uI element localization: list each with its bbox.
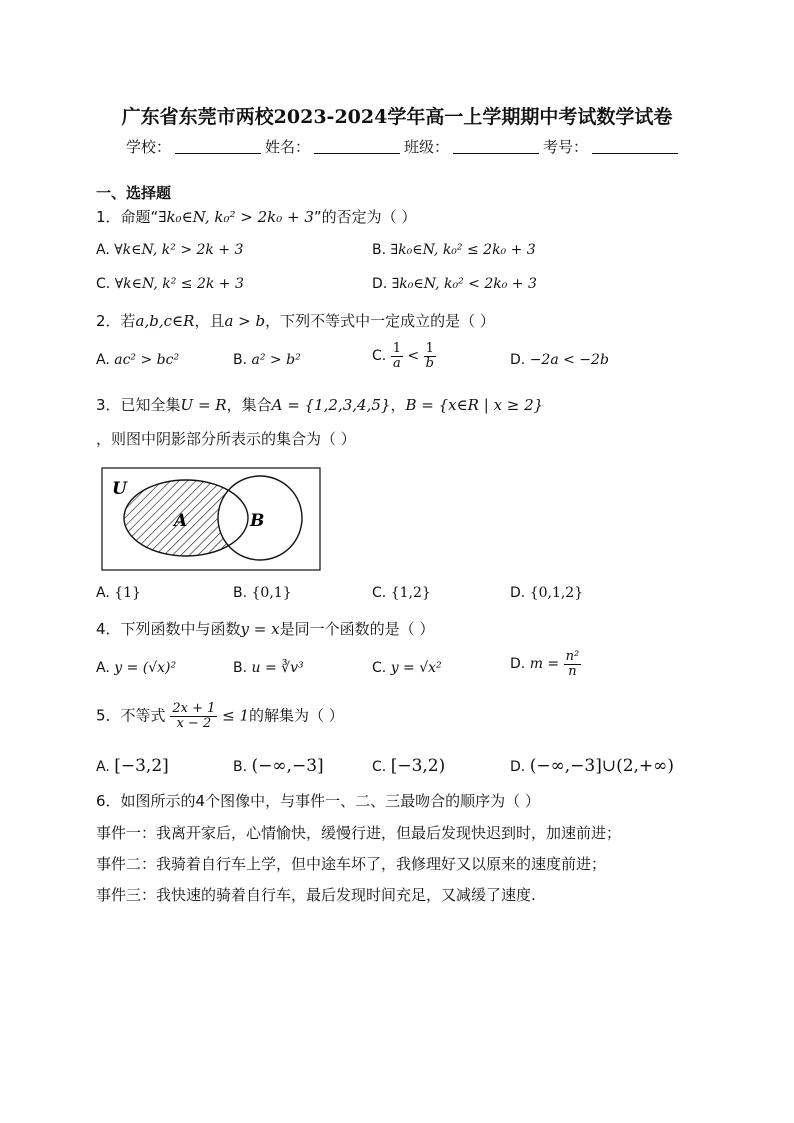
q4-option-b[interactable] xyxy=(233,660,304,676)
student-info-line xyxy=(126,136,682,157)
q5-option-b-label: B. xyxy=(233,759,248,775)
q4-suffix: 是同一个函数的是（ ） xyxy=(279,620,435,638)
q3-mid: ，集合 xyxy=(226,396,272,414)
q5-option-d-label: D. xyxy=(510,759,526,775)
q2-c-denominator-2: b xyxy=(425,355,434,371)
q3-option-c-label: C. xyxy=(372,585,387,601)
q3-option-a[interactable] xyxy=(96,585,141,601)
q1-option-d-text: ∃k₀∈N, k₀² < 2k₀ + 3 xyxy=(391,276,537,292)
venn-label-a: A xyxy=(174,511,188,531)
q3-set-a: A = {1,2,3,4,5} xyxy=(271,396,391,414)
q2-option-b-label: B. xyxy=(233,352,248,368)
question-3-stem xyxy=(96,394,543,415)
q3-option-b[interactable] xyxy=(233,585,292,601)
q2-option-b[interactable] xyxy=(233,352,301,368)
name-blank[interactable] xyxy=(314,138,400,154)
q5-option-a-label: A. xyxy=(96,759,110,775)
q4-option-a-label: A. xyxy=(96,660,110,676)
q2-option-c[interactable] xyxy=(372,342,436,370)
q2-condition: a > b xyxy=(224,312,266,330)
q4-option-b-label: B. xyxy=(233,660,248,676)
q2-mid: ，且 xyxy=(194,312,225,330)
q4-option-a-text: y = (√x)² xyxy=(114,660,177,676)
q5-option-c[interactable] xyxy=(372,756,445,776)
q3-option-d-text: {0,1,2} xyxy=(529,585,584,601)
q1-expression: ∃k₀∈N, k₀² > 2k₀ + 3 xyxy=(158,208,314,226)
q3-set-b: B = {x∈R | x ≥ 2} xyxy=(405,396,544,414)
venn-shaded-region xyxy=(100,466,324,576)
q4-option-c-label: C. xyxy=(372,660,387,676)
q2-c-denominator-1: a xyxy=(392,355,401,371)
venn-label-u: U xyxy=(112,479,127,499)
q5-relation: ≤ 1 xyxy=(222,706,250,725)
q5-option-c-label: C. xyxy=(372,759,387,775)
q3-option-c[interactable] xyxy=(372,585,431,601)
question-5-stem xyxy=(96,702,344,730)
q4-option-d-lhs: m = xyxy=(529,656,560,673)
q3-option-a-text: {1} xyxy=(114,585,141,601)
q1-option-a-text: ∀k∈N, k² > 2k + 3 xyxy=(114,242,244,258)
q2-prefix: 2．若 xyxy=(96,312,136,330)
question-6-stem: 6．如图所示的4个图像中，与事件一、二、三最吻合的顺序为（ ） xyxy=(96,792,540,810)
q2-c-numerator-2: 1 xyxy=(424,342,436,357)
q2-option-a-label: A. xyxy=(96,352,110,368)
question-3-stem-line2: ，则图中阴影部分所表示的集合为（ ） xyxy=(96,430,356,448)
q3-option-a-label: A. xyxy=(96,585,110,601)
q2-option-d[interactable] xyxy=(510,352,609,368)
q5-option-c-text: [−3,2) xyxy=(390,756,446,776)
q5-option-d[interactable] xyxy=(510,756,674,776)
number-label: 考号： xyxy=(543,138,589,156)
q5-option-b[interactable] xyxy=(233,756,324,776)
q4-option-c[interactable] xyxy=(372,660,442,676)
q5-numerator: 2x + 1 xyxy=(172,701,216,716)
q4-option-c-text: y = √x² xyxy=(390,660,442,676)
q2-vars: a,b,c∈R xyxy=(135,312,195,330)
q3-option-d[interactable] xyxy=(510,585,583,601)
q1-option-a[interactable] xyxy=(96,242,243,258)
q1-option-b[interactable] xyxy=(372,242,536,258)
q4-prefix: 4．下列函数中与函数 xyxy=(96,620,241,638)
q2-c-numerator-1: 1 xyxy=(392,341,401,356)
q3-option-d-label: D. xyxy=(510,585,526,601)
q1-option-c[interactable] xyxy=(96,276,244,292)
q2-option-a-text: ac² > bc² xyxy=(114,352,180,368)
q2-option-c-fraction-2 xyxy=(424,342,436,370)
q4-function: y = x xyxy=(240,620,280,638)
q3-separator: ， xyxy=(390,396,406,414)
q2-suffix: ，下列不等式中一定成立的是（ ） xyxy=(265,312,495,330)
question-4-stem xyxy=(96,618,434,639)
venn-label-b: B xyxy=(250,511,265,531)
q2-option-c-label: C. xyxy=(372,348,387,365)
q5-option-d-text: (−∞,−3]∪(2,+∞) xyxy=(529,756,674,776)
q6-event-1: 事件一：我离开家后，心情愉快，缓慢行进，但最后发现快迟到时，加速前进； xyxy=(96,824,622,842)
q5-prefix: 5．不等式 xyxy=(96,706,166,725)
q1-option-d-label: D. xyxy=(372,276,388,292)
q2-option-d-label: D. xyxy=(510,352,526,368)
name-label: 姓名： xyxy=(265,138,311,156)
venn-diagram xyxy=(100,466,324,576)
q1-option-b-label: B. xyxy=(372,242,387,258)
q4-option-d-fraction xyxy=(564,650,582,678)
q2-option-b-text: a² > b² xyxy=(251,352,301,368)
q4-option-b-text: u = ∛v³ xyxy=(251,660,304,676)
q4-option-d[interactable] xyxy=(510,650,581,678)
q4-d-numerator: n² xyxy=(565,649,580,664)
q3-universal-set: U = R xyxy=(180,396,227,414)
section-heading: 一、选择题 xyxy=(96,184,172,202)
question-1-stem xyxy=(96,206,416,227)
q6-event-3: 事件三：我快速的骑着自行车，最后发现时间充足，又减缓了速度. xyxy=(96,886,536,904)
number-blank[interactable] xyxy=(592,138,678,154)
question-2-stem xyxy=(96,310,495,331)
q6-event-2: 事件二：我骑着自行车上学，但中途车坏了，我修理好又以原来的速度前进； xyxy=(96,855,607,873)
q2-option-c-fraction-1 xyxy=(391,342,403,370)
q3-prefix: 3．已知全集 xyxy=(96,396,181,414)
q4-option-a[interactable] xyxy=(96,660,176,676)
q3-option-c-text: {1,2} xyxy=(390,585,431,601)
q5-suffix: 的解集为（ ） xyxy=(249,706,344,725)
page-title: 广东省东莞市两校2023-2024学年高一上学期期中考试数学试卷 xyxy=(121,106,673,128)
q2-option-a[interactable] xyxy=(96,352,179,368)
school-blank[interactable] xyxy=(175,138,261,154)
q1-suffix: ”的否定为（ ） xyxy=(313,208,417,226)
q5-option-a[interactable] xyxy=(96,756,169,776)
q1-option-c-text: ∀k∈N, k² ≤ 2k + 3 xyxy=(114,276,244,292)
q2-option-d-text: −2a < −2b xyxy=(529,352,609,368)
q1-option-c-label: C. xyxy=(96,276,111,292)
q1-option-b-text: ∃k₀∈N, k₀² ≤ 2k₀ + 3 xyxy=(390,242,536,258)
q1-option-d[interactable] xyxy=(372,276,537,292)
q4-option-d-label: D. xyxy=(510,656,526,673)
q2-c-operator: < xyxy=(407,348,420,365)
q4-d-denominator: n xyxy=(568,663,577,679)
class-label: 班级： xyxy=(404,138,450,156)
q3-option-b-text: {0,1} xyxy=(251,585,292,601)
q3-option-b-label: B. xyxy=(233,585,248,601)
q5-option-b-text: (−∞,−3] xyxy=(251,756,324,776)
q5-option-a-text: [−3,2] xyxy=(114,756,169,776)
q5-denominator: x − 2 xyxy=(176,715,212,731)
q5-fraction xyxy=(170,702,217,730)
school-label: 学校： xyxy=(126,138,172,156)
class-blank[interactable] xyxy=(453,138,539,154)
q1-option-a-label: A. xyxy=(96,242,110,258)
q1-prefix: 1．命题“ xyxy=(96,208,159,226)
